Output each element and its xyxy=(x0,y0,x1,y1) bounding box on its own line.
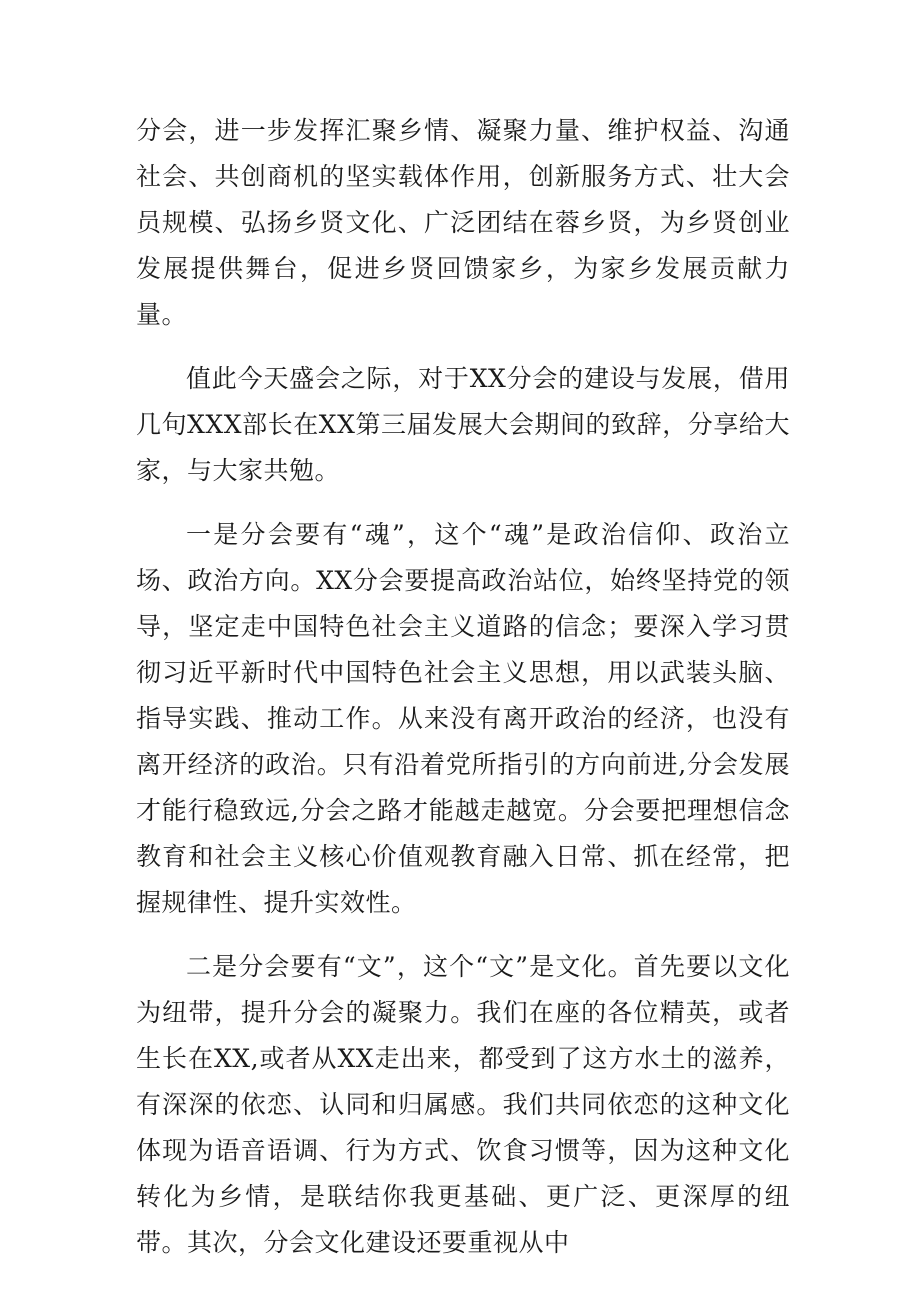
document-body xyxy=(136,108,790,1266)
paragraph-4: 二是分会要有“文”，这个“文”是文化。首先要以文化为纽带，提升分会的凝聚力。我们在座的各位精英，或者生长在XX,或者从XX走出来，都受到了这方水土的滋养，有深深的依恋、认同和归属感。我们共同依恋的这种文化体现为语音语调、行为方式、饮食习惯等，因为这种文化转化为乡情，是联结你我更基础、更广泛、更深厚的纽带。其次，分会文化建设还要重视从中 xyxy=(136,952,790,1257)
paragraph-1: 分会，进一步发挥汇聚乡情、凝聚力量、维护权益、沟通社会、共创商机的坚实载体作用，创新服务方式、壮大会员规模、弘扬乡贤文化、广泛团结在蓉乡贤，为乡贤创业发展提供舞台，促进乡贤回馈家乡，为家乡发展贡献力量。 xyxy=(136,116,790,329)
paragraph-2: 值此今天盛会之际，对于XX分会的建设与发展，借用几句XXX部长在XX第三届发展大会期间的致辞，分享给大家，与大家共勉。 xyxy=(136,364,790,485)
paragraph-3: 一是分会要有“魂”，这个“魂”是政治信仰、政治立场、政治方向。XX分会要提高政治站位，始终坚持党的领导，坚定走中国特色社会主义道路的信念；要深入学习贯彻习近平新时代中国特色社会主义思想，用以武装头脑、指导实践、推动工作。从来没有离开政治的经济，也没有离开经济的政治。只有沿着党所指引的方向前进,分会发展才能行稳致远,分会之路才能越走越宽。分会要把理想信念教育和社会主义核心价值观教育融入日常、抓在经常，把握规律性、提升实效性。 xyxy=(136,520,790,917)
